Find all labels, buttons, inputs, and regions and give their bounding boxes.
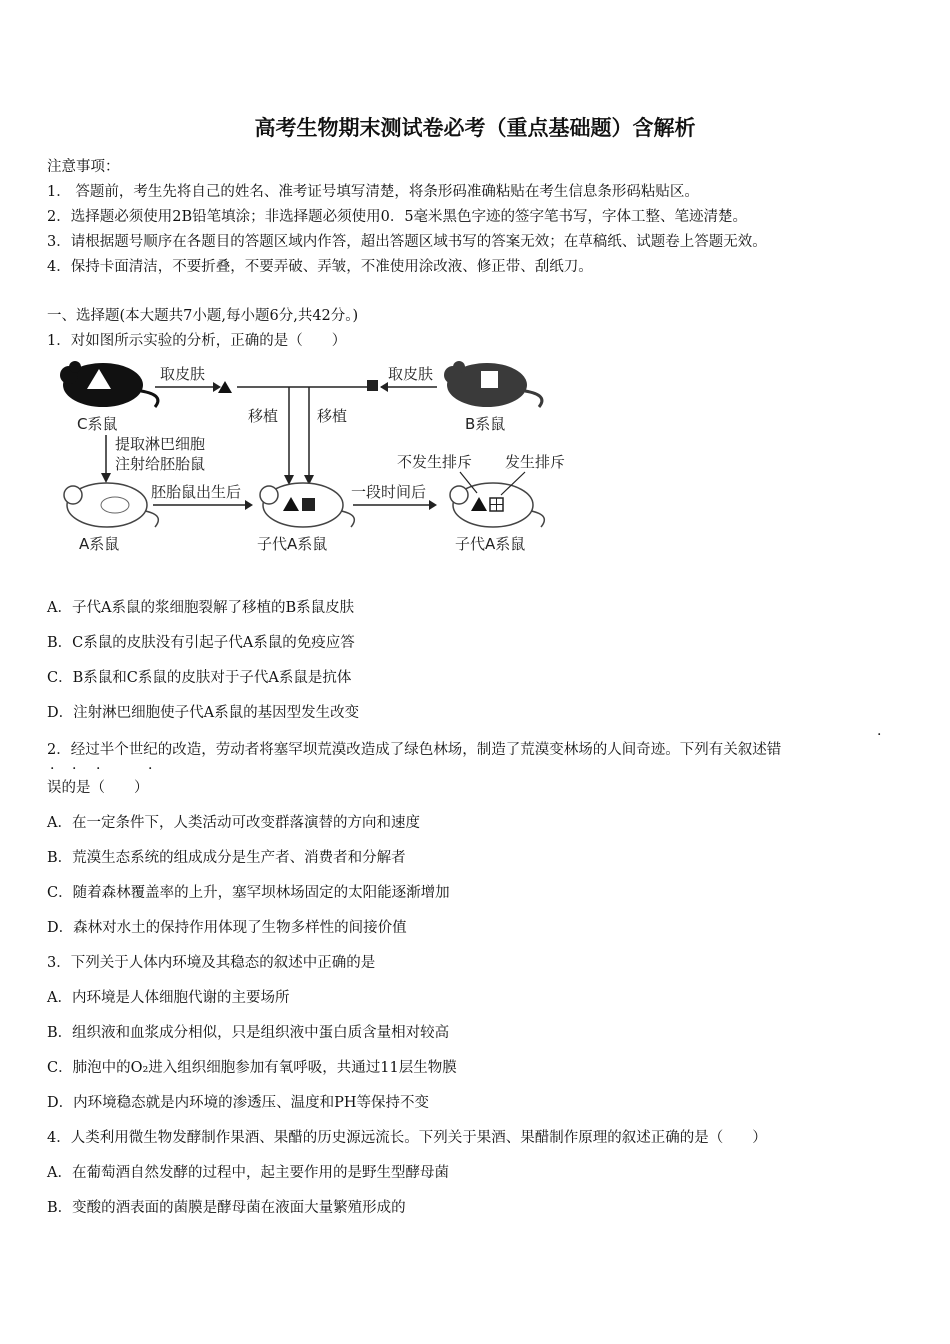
after-time-label: 一段时间后 [351, 483, 427, 501]
section-heading: 一、选择题(本大题共7小题,每小题6分,共42分。) [47, 308, 359, 324]
a-mouse-icon [64, 483, 158, 527]
take-skin-label-left: 取皮肤 [160, 365, 206, 383]
q1-option-c: C．B系鼠和C系鼠的皮肤对于子代A系鼠是抗体 [47, 670, 352, 686]
notice-item: 3．请根据题号顺序在各题目的答题区域内作答，超出答题区域书写的答案无效；在草稿纸、试题卷上答题无效。 [47, 234, 767, 250]
c-mouse-label: C系鼠 [77, 415, 118, 433]
q1-option-d: D．注射淋巴细胞使子代A系鼠的基因型发生改变 [47, 705, 360, 721]
notice-item: 4．保持卡面清洁，不要折叠，不要弄破、弄皱，不准使用涂改液、修正带、刮纸刀。 [47, 259, 593, 275]
q2-option-a: A．在一定条件下，人类活动可改变群落演替的方向和速度 [47, 815, 420, 831]
question-3-stem: 3．下列关于人体内环境及其稳态的叙述中正确的是 [47, 955, 376, 971]
question-2-stem-1: 2．经过半个世纪的改造，劳动者将塞罕坝荒漠改造成了绿色林场，制造了荒漠变林场的人间奇迹。下列有关叙述错 [47, 742, 782, 758]
page-title: 高考生物期末测试卷必考（重点基础题）含解析 [254, 116, 696, 140]
q2-option-c: C．随着森林覆盖率的上升，塞罕坝林场固定的太阳能逐渐增加 [47, 885, 450, 901]
transplant-label-right: 移植 [317, 407, 348, 425]
q4-option-a: A．在葡萄酒自然发酵的过程中，起主要作用的是野生型酵母菌 [47, 1165, 449, 1181]
extract-label-1: 提取淋巴细胞 [115, 435, 206, 453]
question-4-stem: 4．人类利用微生物发酵制作果酒、果醋的历史源远流长。下列关于果酒、果醋制作原理的叙述正确的是（ ） [47, 1130, 767, 1146]
question-2-stem-2: 误的是（ ） [47, 780, 149, 796]
notice-heading: 注意事项： [47, 159, 120, 175]
emphasis-dot: · [148, 761, 153, 777]
after-birth-label: 胚胎鼠出生后 [151, 483, 242, 501]
take-skin-label-right: 取皮肤 [388, 365, 434, 383]
q3-option-d: D．内环境稳态就是内环境的渗透压、温度和PH等保持不变 [47, 1095, 430, 1111]
c-mouse-icon [60, 361, 158, 407]
transplant-label-left: 移植 [248, 407, 279, 425]
q3-option-b: B．组织液和血浆成分相似，只是组织液中蛋白质含量相对较高 [47, 1025, 450, 1041]
emphasis-dot: · [72, 761, 77, 777]
extract-label-2: 注射给胚胎鼠 [115, 455, 206, 473]
q1-option-b: B．C系鼠的皮肤没有引起子代A系鼠的免疫应答 [47, 635, 355, 651]
b-mouse-label: B系鼠 [465, 415, 506, 433]
q3-option-a: A．内环境是人体细胞代谢的主要场所 [47, 990, 290, 1006]
experiment-diagram [55, 355, 585, 560]
child-a-mouse-label-1: 子代A系鼠 [257, 535, 328, 553]
q2-option-d: D．森林对水土的保持作用体现了生物多样性的间接价值 [47, 920, 407, 936]
child-a-mouse-icon [260, 483, 354, 527]
reject-label: 发生排斥 [505, 453, 566, 471]
question-1-stem: 1．对如图所示实验的分析，正确的是（ ） [47, 333, 347, 349]
child-a-mouse-label-2: 子代A系鼠 [455, 535, 526, 553]
notice-item: 2．选择题必须使用2B铅笔填涂；非选择题必须使用0．5毫米黑色字迹的签字笔书写，字体工整、笔迹清楚。 [47, 209, 748, 225]
notice-item: 1． 答题前，考生先将自己的姓名、准考证号填写清楚，将条形码准确粘贴在考生信息条形码粘贴区。 [47, 184, 699, 200]
no-reject-label: 不发生排斥 [397, 453, 473, 471]
q1-option-a: A．子代A系鼠的浆细胞裂解了移植的B系鼠皮肤 [47, 600, 355, 616]
q4-option-b: B．变酸的酒表面的菌膜是酵母菌在液面大量繁殖形成的 [47, 1200, 406, 1216]
emphasis-dot: · [50, 761, 55, 777]
emphasis-dot: · [877, 727, 882, 743]
child-a-mouse-result-icon [450, 483, 544, 527]
q3-option-c: C．肺泡中的O₂进入组织细胞参加有氧呼吸，共通过11层生物膜 [47, 1060, 457, 1076]
b-mouse-icon [444, 361, 542, 407]
emphasis-dot: · [96, 761, 101, 777]
square-skin-icon [367, 380, 378, 391]
q2-option-b: B．荒漠生态系统的组成成分是生产者、消费者和分解者 [47, 850, 406, 866]
a-mouse-label: A系鼠 [79, 535, 120, 553]
